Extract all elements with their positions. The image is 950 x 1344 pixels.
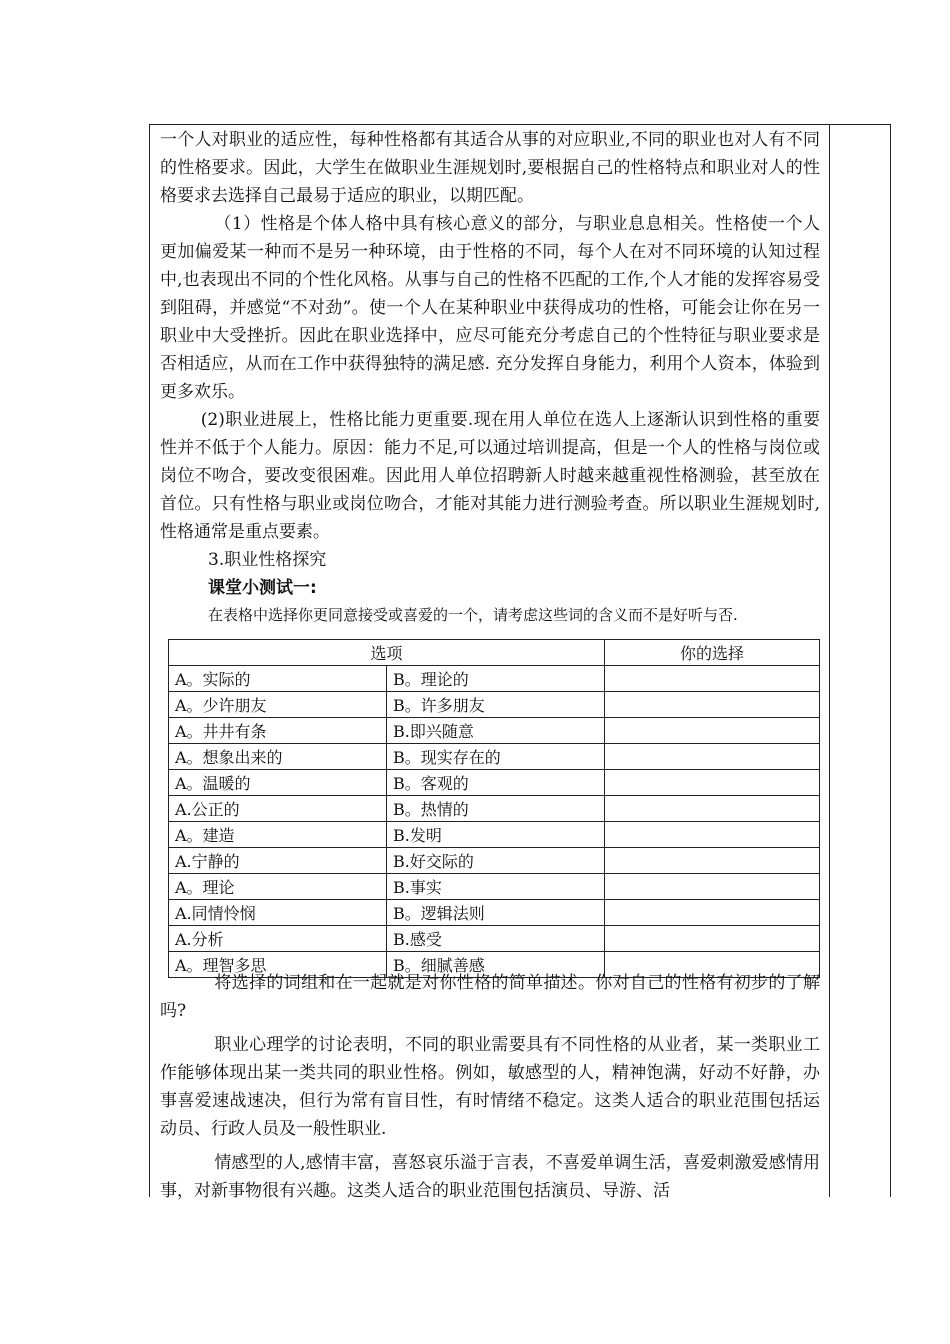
main-content	[160, 126, 820, 628]
your-choice-cell[interactable]	[605, 770, 820, 796]
point-2-paragraph: (2)职业进展上，性格比能力更重要.现在用人单位在选人上逐渐认识到性格的重要性并不低于个人能力。原因：能力不足,可以通过培训提高，但是一个人的性格与岗位或岗位不吻合，要改变很困难。因此用人单位招聘新人时越来越重视性格测验，甚至放在首位。只有性格与职业或岗位吻合，才能对其能力进行测验考查。所以职业生涯规划时,性格通常是重点要素。	[160, 410, 820, 542]
your-choice-cell[interactable]	[605, 900, 820, 926]
table-row	[169, 796, 820, 822]
table-row	[169, 926, 820, 952]
your-choice-cell[interactable]	[605, 692, 820, 718]
section-heading: 3.职业性格探究	[208, 550, 327, 570]
header-options: 选项	[169, 640, 605, 666]
option-b-cell: B。细腻善感	[387, 952, 605, 978]
option-b-cell: B。客观的	[387, 770, 605, 796]
option-a-cell: A。少许朋友	[169, 692, 387, 718]
option-b-cell: B.发明	[387, 822, 605, 848]
table-row	[169, 900, 820, 926]
table-row	[169, 692, 820, 718]
table-row	[169, 848, 820, 874]
option-b-cell: B.感受	[387, 926, 605, 952]
quiz-table	[168, 639, 820, 978]
table-row	[169, 744, 820, 770]
option-b-cell: B.好交际的	[387, 848, 605, 874]
option-a-cell: A。理论	[169, 874, 387, 900]
table-header-row	[169, 640, 820, 666]
option-a-cell: A。理智多思	[169, 952, 387, 978]
table-row	[169, 822, 820, 848]
option-b-cell: B。理论的	[387, 666, 605, 692]
option-a-cell: A.同情怜悯	[169, 900, 387, 926]
option-a-cell: A。井井有条	[169, 718, 387, 744]
option-b-cell: B。许多朋友	[387, 692, 605, 718]
option-b-cell: B。逻辑法则	[387, 900, 605, 926]
your-choice-cell[interactable]	[605, 822, 820, 848]
your-choice-cell[interactable]	[605, 718, 820, 744]
your-choice-cell[interactable]	[605, 744, 820, 770]
your-choice-cell[interactable]	[605, 666, 820, 692]
option-a-cell: A.分析	[169, 926, 387, 952]
after-table-paragraph: 将选择的词组和在一起就是对你性格的简单描述。你对自己的性格有初步的了解吗?	[160, 973, 820, 1021]
table-row	[169, 770, 820, 796]
option-a-cell: A。想象出来的	[169, 744, 387, 770]
emotional-type-paragraph: 情感型的人,感情丰富，喜怒哀乐溢于言表，不喜爱单调生活，喜爱刺激爱感情用事，对新事物很有兴趣。这类人适合的职业范围包括演员、导游、活	[160, 1153, 820, 1201]
table-row	[169, 666, 820, 692]
your-choice-cell[interactable]	[605, 926, 820, 952]
quiz-instruction: 在表格中选择你更同意接受或喜爱的一个，请考虑这些词的含义而不是好听与否.	[208, 606, 738, 624]
option-a-cell: A.宁静的	[169, 848, 387, 874]
your-choice-cell[interactable]	[605, 848, 820, 874]
option-b-cell: B.即兴随意	[387, 718, 605, 744]
header-your-choice: 你的选择	[605, 640, 820, 666]
table-row	[169, 874, 820, 900]
your-choice-cell[interactable]	[605, 796, 820, 822]
point-1-paragraph: （1）性格是个体人格中具有核心意义的部分，与职业息息相关。性格使一个人更加偏爱某一种而不是另一种环境，由于性格的不同，每个人在对不同环境的认知过程中,也表现出不同的个性化风格。从事与自己的性格不匹配的工作,个人才能的发挥容易受到阻碍，并感觉“不对劲”。使一个人在某种职业中获得成功的性格，可能会让你在另一职业中大受挫折。因此在职业选择中，应尽可能充分考虑自己的个性特征与职业要求是否相适应，从而在工作中获得独特的满足感. 充分发挥自身能力，利用个人资本，体验到更多欢乐。	[160, 214, 820, 402]
your-choice-cell[interactable]	[605, 874, 820, 900]
option-b-cell: B。现实存在的	[387, 744, 605, 770]
option-a-cell: A。实际的	[169, 666, 387, 692]
option-a-cell: A。温暖的	[169, 770, 387, 796]
option-a-cell: A。建造	[169, 822, 387, 848]
quiz-title: 课堂小测试一:	[208, 578, 317, 598]
table-row	[169, 718, 820, 744]
after-table-content	[160, 969, 820, 1205]
option-b-cell: B。热情的	[387, 796, 605, 822]
option-b-cell: B.事实	[387, 874, 605, 900]
quiz-table-body	[169, 666, 820, 978]
intro-paragraph: 一个人对职业的适应性，每种性格都有其适合从事的对应职业,不同的职业也对人有不同的性格要求。因此，大学生在做职业生涯规划时,要根据自己的性格特点和职业对人的性格要求去选择自己最易于适应的职业，以期匹配。	[160, 130, 820, 206]
option-a-cell: A.公正的	[169, 796, 387, 822]
column-divider	[829, 124, 830, 1197]
psychology-paragraph: 职业心理学的讨论表明，不同的职业需要具有不同性格的从业者，某一类职业工作能够体现出某一类共同的职业性格。例如，敏感型的人，精神饱满，好动不好静，办事喜爱速战速决，但行为常有盲目性，有时情绪不稳定。这类人适合的职业范围包括运动员、行政人员及一般性职业.	[160, 1035, 820, 1139]
